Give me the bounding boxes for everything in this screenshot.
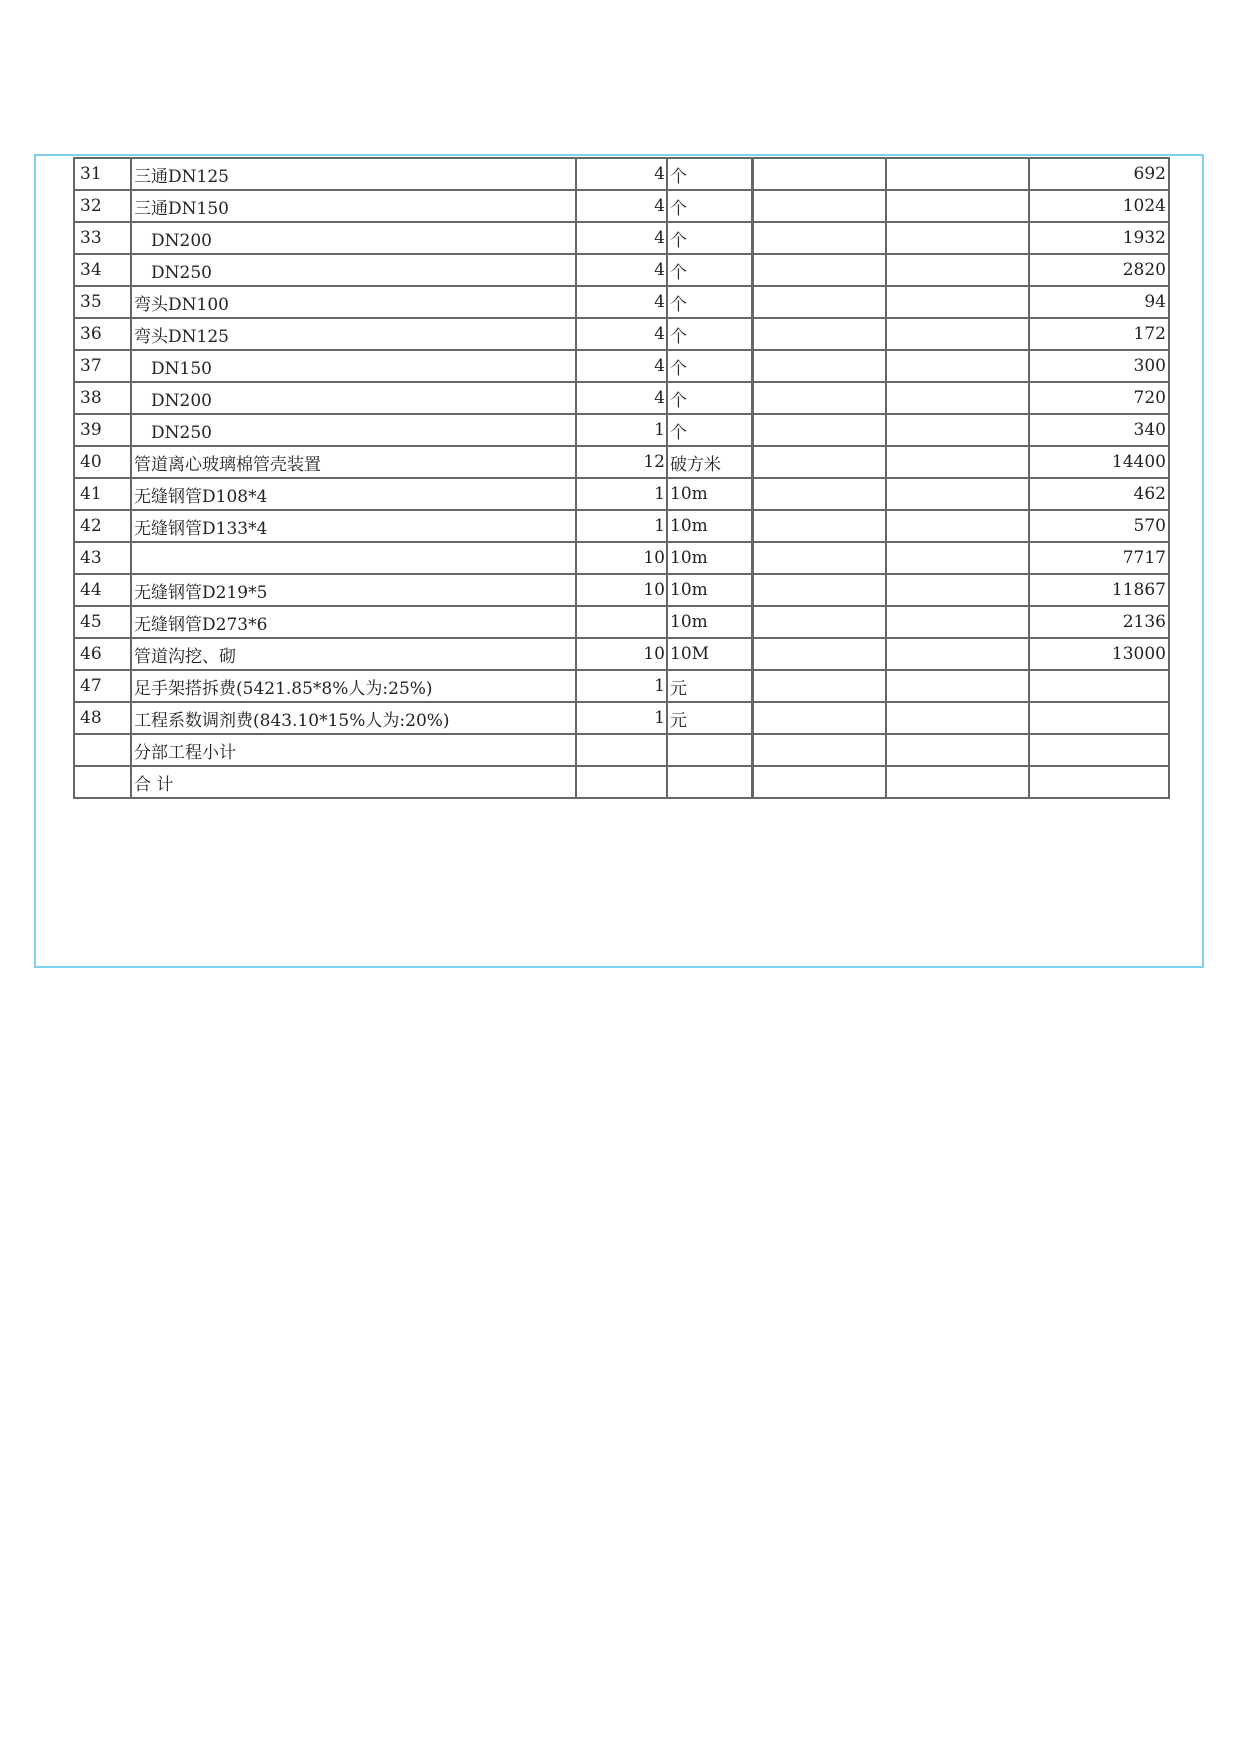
quantity-cell: 1 [576,670,667,702]
labor-cost-cell [886,222,1029,254]
item-number-cell: 36 [74,318,131,350]
item-name-cell: 分部工程小计 [131,734,576,766]
labor-cost-cell [886,414,1029,446]
total-amount-cell: 13000 [1029,638,1169,670]
quantity-cell: 1 [576,414,667,446]
unit-cell: 10m [667,606,752,638]
total-amount-cell: 462 [1029,478,1169,510]
item-name-cell: 无缝钢管D133*4 [131,510,576,542]
quantity-cell: 12 [576,446,667,478]
unit-price-cell [752,510,886,542]
quantity-cell [576,734,667,766]
unit-cell: 个 [667,158,752,190]
total-amount-cell [1029,734,1169,766]
unit-cell: 个 [667,350,752,382]
unit-price-cell [752,158,886,190]
quantity-cell: 10 [576,574,667,606]
item-name-cell: 无缝钢管D219*5 [131,574,576,606]
quantity-cell: 4 [576,286,667,318]
table-row [74,574,1169,606]
item-name-cell: 无缝钢管D108*4 [131,478,576,510]
table-row [74,606,1169,638]
unit-price-cell [752,350,886,382]
unit-cell: 10m [667,478,752,510]
total-amount-cell: 94 [1029,286,1169,318]
table-row [74,286,1169,318]
unit-price-cell [752,542,886,574]
item-number-cell: 43 [74,542,131,574]
item-number-cell: 41 [74,478,131,510]
item-number-cell: 48 [74,702,131,734]
item-number-cell: 40 [74,446,131,478]
item-name-cell: DN200 [131,382,576,414]
total-amount-cell: 720 [1029,382,1169,414]
unit-cell: 元 [667,670,752,702]
quantity-cell [576,606,667,638]
labor-cost-cell [886,478,1029,510]
total-amount-cell: 1024 [1029,190,1169,222]
table-row [74,414,1169,446]
labor-cost-cell [886,670,1029,702]
unit-price-cell [752,734,886,766]
item-number-cell: 32 [74,190,131,222]
item-name-cell: 合 计 [131,766,576,798]
item-name-cell: 三通DN150 [131,190,576,222]
unit-price-cell [752,766,886,798]
quantity-cell: 4 [576,350,667,382]
unit-cell [667,734,752,766]
total-amount-cell: 172 [1029,318,1169,350]
item-number-cell [74,734,131,766]
unit-cell: 个 [667,318,752,350]
table-row [74,158,1169,190]
unit-cell: 个 [667,414,752,446]
quantity-cell: 1 [576,702,667,734]
table-row [74,542,1169,574]
unit-cell: 10m [667,542,752,574]
table-row [74,766,1169,798]
total-amount-cell [1029,702,1169,734]
item-number-cell: 46 [74,638,131,670]
total-amount-cell: 7717 [1029,542,1169,574]
table-row [74,478,1169,510]
table-row [74,190,1169,222]
labor-cost-cell [886,190,1029,222]
quantity-cell: 4 [576,382,667,414]
unit-price-cell [752,670,886,702]
quantity-cell: 10 [576,638,667,670]
unit-cell: 个 [667,222,752,254]
unit-price-cell [752,318,886,350]
item-number-cell: 33 [74,222,131,254]
unit-price-cell [752,478,886,510]
labor-cost-cell [886,286,1029,318]
labor-cost-cell [886,350,1029,382]
item-name-cell: 弯头DN125 [131,318,576,350]
table-row [74,670,1169,702]
labor-cost-cell [886,542,1029,574]
item-number-cell: 45 [74,606,131,638]
total-amount-cell: 570 [1029,510,1169,542]
unit-cell: 个 [667,254,752,286]
total-amount-cell: 11867 [1029,574,1169,606]
item-name-cell: DN250 [131,414,576,446]
item-name-cell: 工程系数调剂费(843.10*15%人为:20%) [131,702,576,734]
item-name-cell: 无缝钢管D273*6 [131,606,576,638]
table-row [74,254,1169,286]
item-name-cell: 管道离心玻璃棉管壳装置 [131,446,576,478]
unit-cell: 个 [667,286,752,318]
quantity-cell [576,766,667,798]
table-row [74,382,1169,414]
total-amount-cell: 340 [1029,414,1169,446]
labor-cost-cell [886,638,1029,670]
unit-price-cell [752,222,886,254]
unit-price-cell [752,606,886,638]
item-number-cell: 31 [74,158,131,190]
labor-cost-cell [886,734,1029,766]
table-row [74,350,1169,382]
labor-cost-cell [886,574,1029,606]
labor-cost-cell [886,382,1029,414]
item-number-cell: 44 [74,574,131,606]
total-amount-cell: 14400 [1029,446,1169,478]
bill-of-quantities-table [73,157,1170,799]
item-number-cell: 47 [74,670,131,702]
quantity-cell: 4 [576,158,667,190]
item-number-cell: 37 [74,350,131,382]
total-amount-cell: 2136 [1029,606,1169,638]
unit-price-cell [752,638,886,670]
item-number-cell [74,766,131,798]
unit-price-cell [752,382,886,414]
labor-cost-cell [886,606,1029,638]
item-name-cell: 足手架搭拆费(5421.85*8%人为:25%) [131,670,576,702]
total-amount-cell [1029,766,1169,798]
table-row [74,510,1169,542]
unit-cell: 个 [667,382,752,414]
unit-cell: 10m [667,510,752,542]
item-name-cell: DN200 [131,222,576,254]
item-number-cell: 38 [74,382,131,414]
labor-cost-cell [886,510,1029,542]
table-row [74,638,1169,670]
quantity-cell: 10 [576,542,667,574]
table-row [74,702,1169,734]
labor-cost-cell [886,766,1029,798]
labor-cost-cell [886,158,1029,190]
total-amount-cell: 692 [1029,158,1169,190]
table-row [74,318,1169,350]
unit-price-cell [752,702,886,734]
unit-cell: 10M [667,638,752,670]
item-name-cell: DN250 [131,254,576,286]
item-number-cell: 39 [74,414,131,446]
quantity-cell: 1 [576,478,667,510]
quantity-cell: 1 [576,510,667,542]
quantity-cell: 4 [576,318,667,350]
unit-price-cell [752,286,886,318]
table-row [74,222,1169,254]
total-amount-cell: 300 [1029,350,1169,382]
quantity-cell: 4 [576,222,667,254]
labor-cost-cell [886,446,1029,478]
item-number-cell: 34 [74,254,131,286]
unit-cell: 破方米 [667,446,752,478]
table-row [74,734,1169,766]
item-name-cell: DN150 [131,350,576,382]
table-row [74,446,1169,478]
item-name-cell [131,542,576,574]
unit-cell [667,766,752,798]
unit-price-cell [752,190,886,222]
total-amount-cell [1029,670,1169,702]
unit-cell: 10m [667,574,752,606]
unit-price-cell [752,574,886,606]
unit-cell: 元 [667,702,752,734]
quantity-cell: 4 [576,190,667,222]
total-amount-cell: 2820 [1029,254,1169,286]
item-name-cell: 管道沟挖、砌 [131,638,576,670]
item-name-cell: 弯头DN100 [131,286,576,318]
item-number-cell: 42 [74,510,131,542]
total-amount-cell: 1932 [1029,222,1169,254]
labor-cost-cell [886,254,1029,286]
unit-cell: 个 [667,190,752,222]
labor-cost-cell [886,702,1029,734]
unit-price-cell [752,414,886,446]
unit-price-cell [752,446,886,478]
table-body [74,158,1169,798]
item-number-cell: 35 [74,286,131,318]
item-name-cell: 三通DN125 [131,158,576,190]
unit-price-cell [752,254,886,286]
labor-cost-cell [886,318,1029,350]
quantity-cell: 4 [576,254,667,286]
